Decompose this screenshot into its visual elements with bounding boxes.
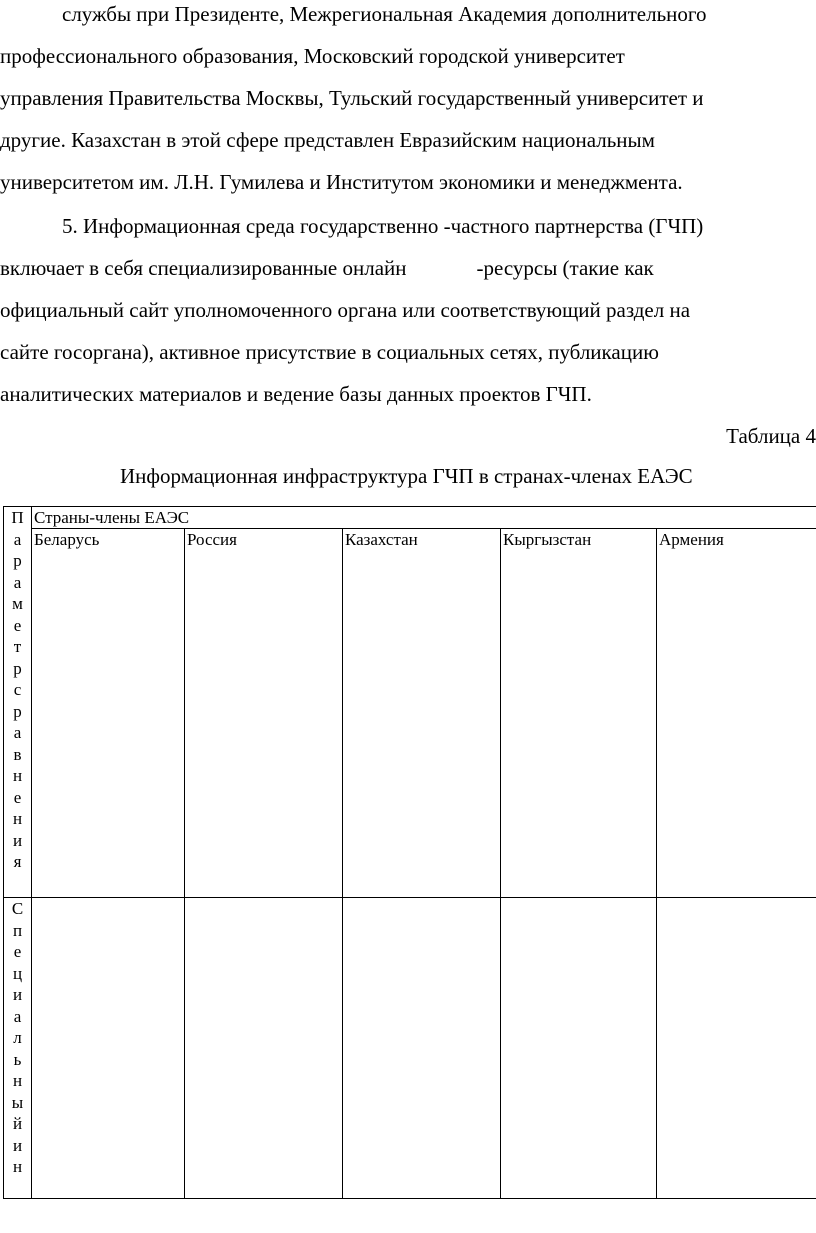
table-row xyxy=(4,529,816,898)
text-line: службы при Президенте, Межрегиональная Академия дополнительного xyxy=(62,2,707,26)
vertical-char: н xyxy=(12,809,23,828)
vertical-char: р xyxy=(13,701,22,721)
empty-cell xyxy=(32,898,185,1199)
vertical-char: р xyxy=(13,658,22,678)
vertical-char: С xyxy=(11,899,24,918)
vertical-char: и xyxy=(12,1135,23,1155)
empty-cell xyxy=(185,898,343,1199)
vertical-char: е xyxy=(13,787,22,807)
empty-cell xyxy=(343,898,501,1199)
text-line xyxy=(0,256,654,280)
vertical-char: в xyxy=(13,744,22,764)
vertical-char: л xyxy=(13,1028,22,1047)
vertical-char: ц xyxy=(12,963,23,983)
vertical-char: с xyxy=(13,680,22,699)
country-cell: Россия xyxy=(185,529,343,898)
vertical-char: р xyxy=(13,551,22,570)
vertical-char: П xyxy=(11,508,24,527)
table-title: Информационная инфраструктура ГЧП в странах-членах ЕАЭС xyxy=(120,464,693,488)
country-cell: Армения xyxy=(657,529,816,898)
text-line: управления Правительства Москвы, Тульский государственный университет и xyxy=(0,86,704,110)
row-label xyxy=(4,898,31,1178)
param-header xyxy=(4,507,31,873)
text-line: другие. Казахстан в этой сфере представлен Евразийским национальным xyxy=(0,128,655,152)
vertical-char: м xyxy=(12,594,23,613)
vertical-char: а xyxy=(13,529,22,549)
vertical-char: н xyxy=(12,1157,23,1176)
text-line: профессионального образования, Московский городской университет xyxy=(0,44,625,68)
empty-cell xyxy=(501,898,657,1199)
country-cell: Беларусь xyxy=(32,529,185,898)
vertical-char: а xyxy=(13,723,22,742)
vertical-char: п xyxy=(12,920,23,940)
text-line: университетом им. Л.Н. Гумилева и Институтом экономики и менеджмента. xyxy=(0,170,683,194)
vertical-char: ь xyxy=(13,1049,22,1069)
text-fragment: включает в себя специализированные онлайн xyxy=(0,256,407,280)
vertical-char: ы xyxy=(11,1092,24,1112)
param-header-cell xyxy=(4,507,32,898)
vertical-char: н xyxy=(12,766,23,785)
vertical-char: а xyxy=(13,1006,22,1026)
text-line: сайте госоргана), активное присутствие в социальных сетях, публикацию xyxy=(0,340,659,364)
vertical-char: н xyxy=(12,1071,23,1090)
table-row xyxy=(4,898,816,1199)
row-label-cell xyxy=(4,898,32,1199)
text-line: 5. Информационная среда государственно -частного партнерства (ГЧП) xyxy=(62,214,704,238)
country-cell: Казахстан xyxy=(343,529,501,898)
table-number: Таблица 4 xyxy=(726,424,816,448)
vertical-char: т xyxy=(13,637,22,656)
infrastructure-table xyxy=(3,506,816,1199)
text-line: аналитических материалов и ведение базы данных проектов ГЧП. xyxy=(0,382,592,406)
vertical-char: е xyxy=(13,615,22,635)
country-cell: Кыргызстан xyxy=(501,529,657,898)
vertical-char: я xyxy=(13,852,22,871)
countries-header-cell: Страны-члены ЕАЭС xyxy=(32,507,816,529)
text-fragment: -ресурсы (такие как xyxy=(476,256,654,280)
vertical-char: е xyxy=(13,942,22,961)
vertical-char: а xyxy=(13,572,22,592)
empty-cell xyxy=(657,898,816,1199)
text-line: официальный сайт уполномоченного органа или соответствующий раздел на xyxy=(0,298,691,322)
vertical-char: и xyxy=(12,985,23,1004)
table-row xyxy=(4,507,816,529)
vertical-char: й xyxy=(12,1114,23,1133)
vertical-char: и xyxy=(12,830,23,850)
